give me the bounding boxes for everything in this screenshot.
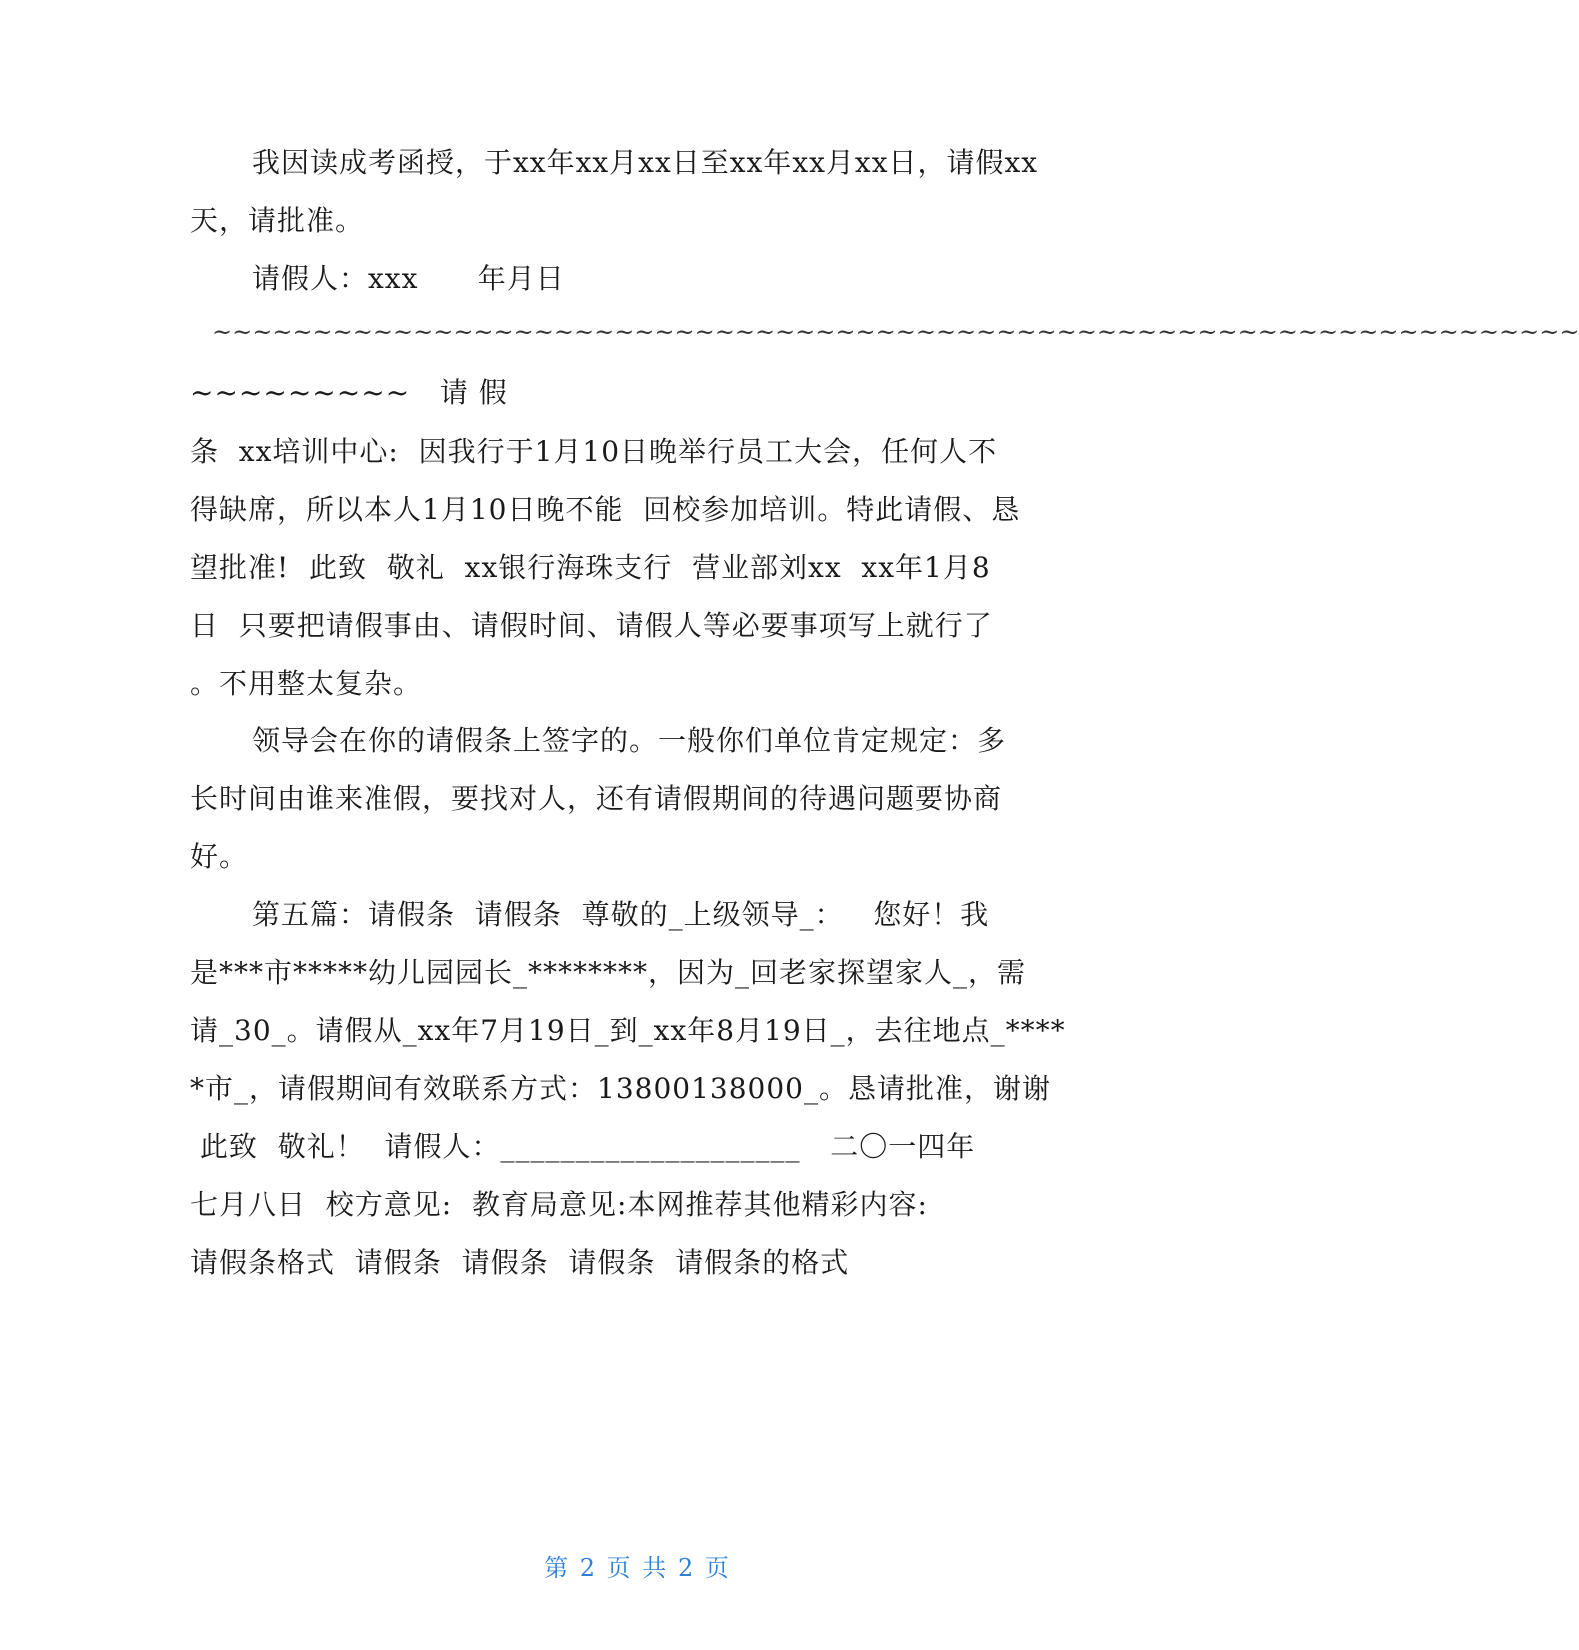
text-line-11: 领导会在你的请假条上签字的。一般你们单位肯定规定：多 xyxy=(252,724,1007,757)
text-line-19: 七月八日 校方意见: 教育局意见:本网推荐其他精彩内容: xyxy=(190,1188,928,1221)
text-line-7: 得缺席，所以本人1月10日晚不能 回校参加培训。特此请假、恳 xyxy=(190,493,1021,526)
text-line-1: 我因读成考函授，于xx年xx月xx日至xx年xx月xx日，请假xx xyxy=(252,146,1039,179)
text-line-13: 好。 xyxy=(190,840,249,873)
text-line-10: 。不用整太复杂。 xyxy=(190,667,423,700)
text-line-20: 请假条格式 请假条 请假条 请假条 请假条的格式 xyxy=(190,1246,850,1279)
text-line-16: 请_30_。请假从_xx年7月19日_到_xx年8月19日_，去往地点_**** xyxy=(190,1014,1066,1047)
text-line-17: *市_，请假期间有效联系方式：13800138000_。恳请批准，谢谢 xyxy=(190,1072,1051,1105)
text-line-18: 此致 敬礼！ 请假人：____________________ 二〇一四年 xyxy=(190,1130,976,1163)
text-line-15: 是***市*****幼儿园园长_********，因为_回老家探望家人_，需 xyxy=(190,956,1027,989)
text-line-2: 天，请批准。 xyxy=(190,204,365,237)
text-line-9: 日 只要把请假事由、请假时间、请假人等必要事项写上就行了 xyxy=(190,609,993,642)
text-line-12: 长时间由谁来准假，要找对人，还有请假期间的待遇问题要协商 xyxy=(190,782,1003,815)
tilde-separator-1: ~~~~~~~~~~~~~~~~~~~~~~~~~~~~~~~~~~~~~~~~~~~~~~~~~~~~~~~~~~~~~~~~~~~~ xyxy=(212,318,1579,346)
text-line-3: 请假人：xxx 年月日 xyxy=(252,262,565,295)
text-line-5: ~~~~~~~~~ 请 假 xyxy=(190,376,508,409)
text-line-6: 条 xx培训中心: 因我行于1月10日晚举行员工大会，任何人不 xyxy=(190,435,998,468)
text-line-8: 望批准! 此致 敬礼 xx银行海珠支行 营业部刘xx xx年1月8 xyxy=(190,551,991,584)
text-line-14: 第五篇：请假条 请假条 尊敬的_上级领导_： 您好！我 xyxy=(252,898,990,931)
page-number-footer: 第 2 页 共 2 页 xyxy=(544,1554,731,1582)
